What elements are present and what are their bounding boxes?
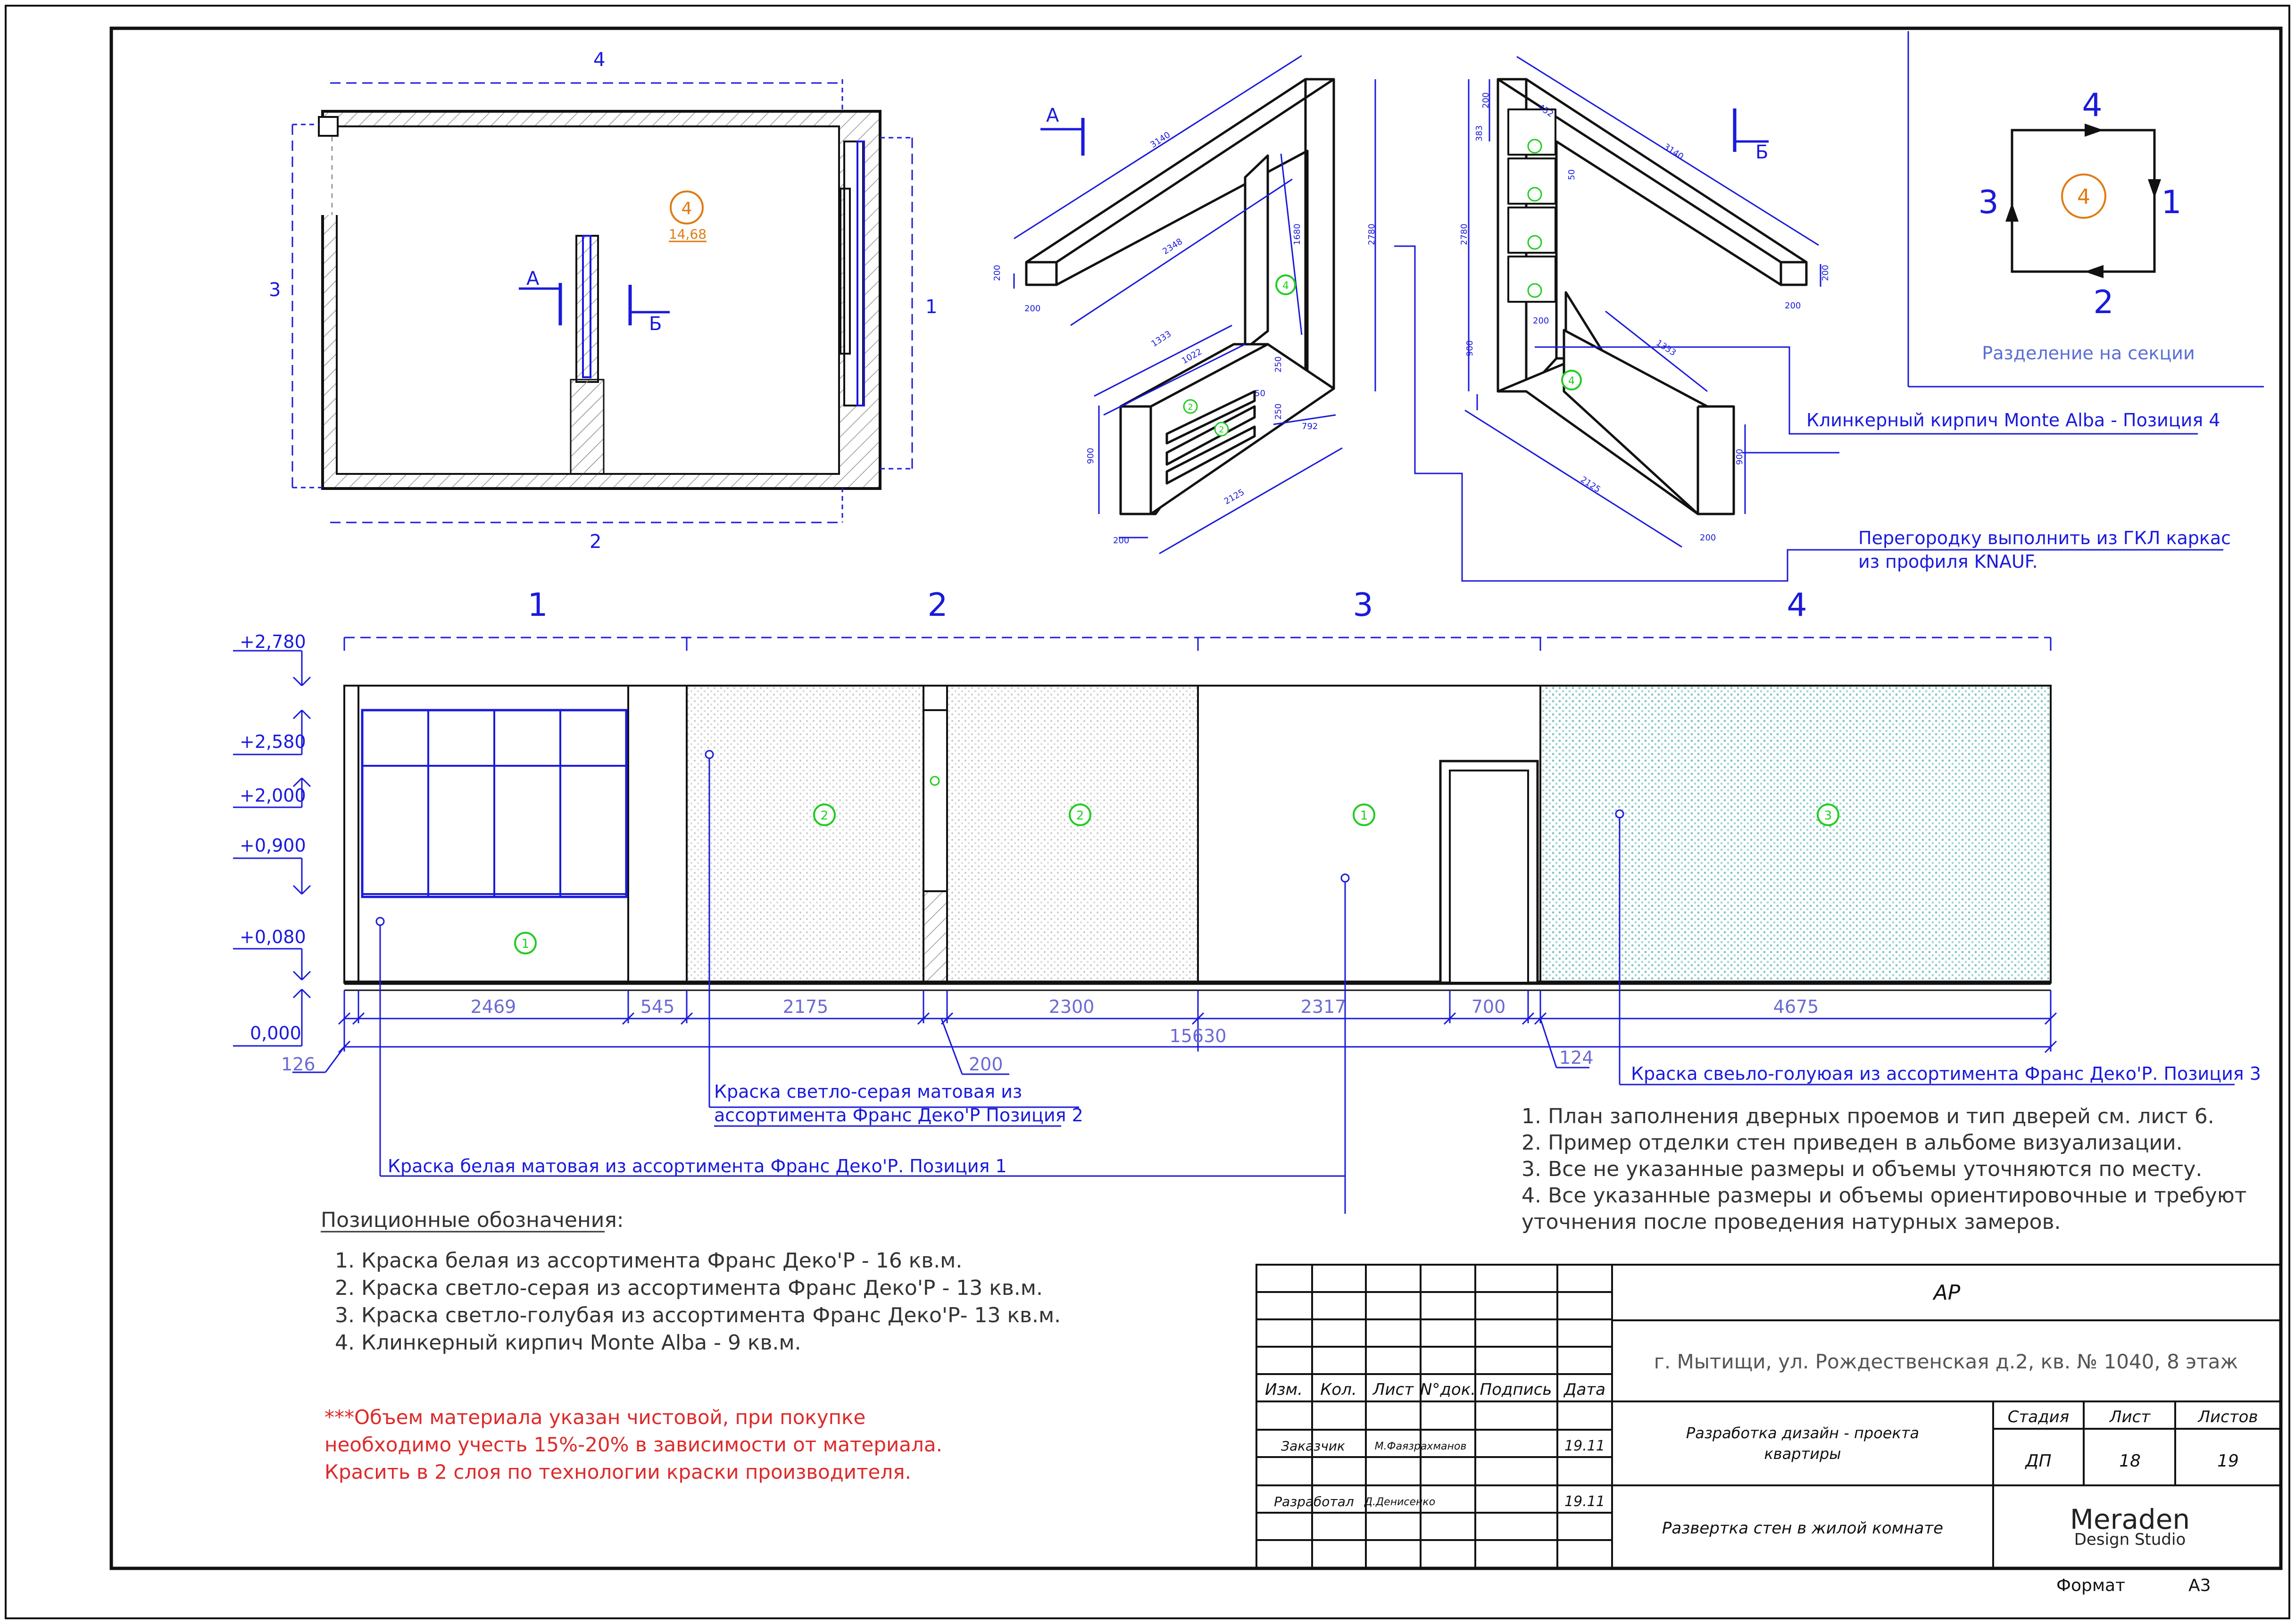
svg-text:2780: 2780 — [1367, 224, 1377, 245]
gray-paint-line1: Краска светло-серая матовая из — [714, 1081, 1023, 1102]
svg-text:уточнения после проведения нат: уточнения после проведения натурных замеров. — [1522, 1210, 2061, 1234]
dim-124: 124 — [1559, 1047, 1594, 1068]
svg-text:Листов: Листов — [2198, 1408, 2258, 1426]
svg-text:200: 200 — [992, 265, 1002, 281]
section-left: 3 — [1978, 184, 1999, 221]
iso-left-badge-2b: 2 — [1219, 425, 1224, 435]
svg-text:Красить в 2 слоя по технологии: Красить в 2 слоя по технологии краски производителя. — [324, 1460, 911, 1483]
svg-text:Изм.: Изм. — [1265, 1380, 1303, 1399]
plan-section-1: 1 — [925, 296, 938, 318]
dim-545: 545 — [640, 996, 675, 1017]
svg-text:3. Краска светло-голубая из ас: 3. Краска светло-голубая из ассортимента Франс Деко'Р- 13 кв.м. — [335, 1303, 1061, 1327]
dim-4675: 4675 — [1773, 996, 1819, 1017]
svg-text:250: 250 — [1273, 403, 1283, 420]
plan-section-3: 3 — [269, 279, 281, 301]
plan-position-badge: 4 — [681, 199, 692, 218]
warning-note — [324, 1406, 942, 1483]
svg-text:200: 200 — [1533, 316, 1549, 326]
dim-2317: 2317 — [1300, 996, 1347, 1017]
dim-200: 200 — [969, 1054, 1003, 1075]
level-0000: 0,000 — [250, 1023, 301, 1044]
iso-left-cut-a: А — [1046, 105, 1059, 126]
level-0080: +0,080 — [240, 927, 306, 947]
iso-left-badge-2a: 2 — [1188, 402, 1193, 412]
iso-right-cut-b: Б — [1755, 141, 1769, 163]
svg-text:1333: 1333 — [1654, 338, 1678, 358]
svg-text:квартиры: квартиры — [1764, 1445, 1841, 1463]
svg-text:200: 200 — [1785, 301, 1801, 311]
svg-text:АР: АР — [1933, 1281, 1961, 1305]
svg-text:ДП: ДП — [2025, 1451, 2052, 1471]
gray-paint-line2: ассортимента Франс Деко'Р Позиция 2 — [714, 1105, 1083, 1126]
brick-callout: Клинкерный кирпич Monte Alba - Позиция 4 — [1806, 410, 2220, 431]
svg-text:Design Studio: Design Studio — [2074, 1530, 2186, 1549]
sections-caption: Разделение на секции — [1982, 343, 2195, 364]
svg-text:1333: 1333 — [1149, 329, 1173, 349]
iso-right-badge-4: 4 — [1568, 375, 1575, 387]
svg-text:г. Мытищи, ул. Рождественская: г. Мытищи, ул. Рождественская д.2, кв. № 1040, 8 этаж — [1654, 1350, 2238, 1373]
iso-left-drawing — [1026, 79, 1334, 514]
dim-2300: 2300 — [1048, 996, 1095, 1017]
plan-section-4: 4 — [593, 49, 606, 71]
level-2780: +2,780 — [240, 631, 306, 652]
elev-section-3: 3 — [1353, 587, 1373, 624]
svg-text:Стадия: Стадия — [2007, 1408, 2070, 1426]
svg-text:Развертка стен в жилой комнате: Развертка стен в жилой комнате — [1662, 1519, 1944, 1538]
svg-text:200: 200 — [1700, 533, 1716, 543]
svg-text:452: 452 — [1536, 102, 1555, 119]
dim-2175: 2175 — [782, 996, 829, 1017]
iso-left-badge-4: 4 — [1282, 280, 1289, 292]
svg-text:1. План заполнения дверных про: 1. План заполнения дверных проемов и тип дверей см. лист 6. — [1522, 1104, 2214, 1128]
svg-text:19: 19 — [2217, 1451, 2239, 1471]
svg-text:2. Краска светло-серая из ассо: 2. Краска светло-серая из ассортимента Франс Деко'Р - 13 кв.м. — [335, 1276, 1043, 1300]
format-label — [2056, 1576, 2211, 1595]
svg-text:2125: 2125 — [1579, 474, 1603, 495]
svg-text:N°док.: N°док. — [1420, 1380, 1476, 1399]
svg-text:3140: 3140 — [1662, 141, 1686, 162]
section-top: 4 — [2082, 87, 2103, 124]
svg-text:Лист: Лист — [1372, 1380, 1414, 1399]
svg-text:50: 50 — [1255, 389, 1265, 398]
position-legend — [321, 1208, 1061, 1355]
white-paint-callout: Краска белая матовая из ассортимента Франс Деко'Р. Позиция 1 — [388, 1156, 1007, 1177]
plan-section-2: 2 — [590, 531, 602, 553]
svg-text:50: 50 — [1567, 169, 1577, 180]
svg-text:4. Клинкерный кирпич Monte Alb: 4. Клинкерный кирпич Monte Alba - 9 кв.м. — [335, 1331, 801, 1355]
svg-text:Разработал: Разработал — [1274, 1494, 1354, 1509]
svg-text:2780: 2780 — [1459, 224, 1469, 245]
svg-text:900: 900 — [1735, 448, 1745, 465]
svg-text:Заказчик: Заказчик — [1281, 1438, 1345, 1454]
gkl-callout-line1: Перегородку выполнить из ГКЛ каркас — [1858, 528, 2231, 548]
svg-text:900: 900 — [1465, 340, 1475, 356]
svg-text:3. Все не указанные размеры и: 3. Все не указанные размеры и объемы уточняются по месту. — [1522, 1157, 2203, 1181]
section-center: 4 — [2077, 185, 2090, 209]
elev-section-2: 2 — [927, 587, 948, 624]
svg-text:18: 18 — [2119, 1451, 2141, 1471]
blue-paint-callout: Краска свеьло-голуюая из ассортимента Франс Деко'Р. Позиция 3 — [1631, 1063, 2261, 1084]
svg-text:19.11: 19.11 — [1564, 1438, 1605, 1454]
svg-text:200: 200 — [1113, 536, 1130, 546]
svg-text:Кол.: Кол. — [1320, 1380, 1357, 1399]
svg-text:2: 2 — [1076, 809, 1084, 823]
floor-plan — [292, 79, 912, 522]
svg-text:2: 2 — [820, 809, 829, 823]
sections-diagram — [1908, 31, 2264, 387]
svg-text:900: 900 — [1086, 447, 1096, 464]
svg-text:1022: 1022 — [1180, 347, 1204, 366]
elev-section-1: 1 — [527, 587, 548, 624]
plan-cut-b: Б — [649, 313, 662, 335]
svg-text:необходимо учесть 15%-20% в за: необходимо учесть 15%-20% в зависимости от материала. — [324, 1433, 942, 1456]
svg-text:19.11: 19.11 — [1564, 1493, 1605, 1510]
svg-text:250: 250 — [1273, 356, 1283, 373]
general-notes — [1522, 1104, 2246, 1234]
svg-text:792: 792 — [1302, 422, 1318, 431]
dim-126: 126 — [281, 1054, 316, 1075]
svg-text:Meraden: Meraden — [2070, 1503, 2190, 1535]
svg-text:1680: 1680 — [1292, 224, 1302, 245]
level-0900: +0,900 — [240, 835, 306, 856]
svg-text:3140: 3140 — [1148, 130, 1172, 150]
legend-title: Позиционные обозначения: — [321, 1208, 624, 1232]
level-2000: +2,000 — [240, 785, 306, 806]
company-logo — [2070, 1503, 2190, 1549]
dim-700: 700 — [1471, 996, 1506, 1017]
svg-text:2. Пример отделки стен приведе: 2. Пример отделки стен приведен в альбоме визуализации. — [1522, 1131, 2183, 1155]
level-2580: +2,580 — [240, 731, 306, 752]
svg-text:2348: 2348 — [1161, 236, 1185, 257]
svg-text:2125: 2125 — [1222, 487, 1247, 507]
svg-text:Лист: Лист — [2109, 1408, 2151, 1426]
dim-2469: 2469 — [470, 996, 516, 1017]
svg-text:Разработка дизайн - проекта: Разработка дизайн - проекта — [1686, 1424, 1920, 1442]
plan-area: 14,68 — [668, 226, 707, 242]
svg-text:200: 200 — [1481, 92, 1491, 108]
gkl-callout-line2: из профиля KNAUF. — [1858, 551, 2038, 572]
section-right: 1 — [2161, 184, 2182, 221]
svg-text:Формат: Формат — [2056, 1576, 2126, 1595]
svg-text:200: 200 — [1024, 304, 1041, 314]
elev-section-4: 4 — [1787, 587, 1807, 624]
svg-text:Дата: Дата — [1563, 1380, 1606, 1399]
svg-text:383: 383 — [1474, 125, 1484, 141]
svg-text:***Объем материала указан чист: ***Объем материала указан чистовой, при покупке — [324, 1406, 866, 1429]
svg-text:1. Краска белая из ассортимент: 1. Краска белая из ассортимента Франс Деко'Р - 16 кв.м. — [335, 1249, 963, 1273]
svg-text:А3: А3 — [2188, 1576, 2211, 1595]
svg-text:3: 3 — [1824, 809, 1832, 823]
svg-text:4. Все указанные размеры и объ: 4. Все указанные размеры и объемы ориентировочные и требуют — [1522, 1184, 2247, 1208]
svg-text:200: 200 — [1821, 265, 1830, 281]
svg-text:Подпись: Подпись — [1480, 1380, 1552, 1399]
plan-cut-a: А — [526, 268, 540, 290]
svg-text:М.Фаязрахманов: М.Фаязрахманов — [1374, 1441, 1467, 1452]
svg-text:Д.Денисенко: Д.Денисенко — [1364, 1496, 1436, 1508]
dim-total: 15630 — [1169, 1026, 1227, 1046]
section-bottom: 2 — [2093, 284, 2114, 321]
svg-text:1: 1 — [1360, 809, 1368, 823]
svg-text:1: 1 — [521, 937, 530, 951]
